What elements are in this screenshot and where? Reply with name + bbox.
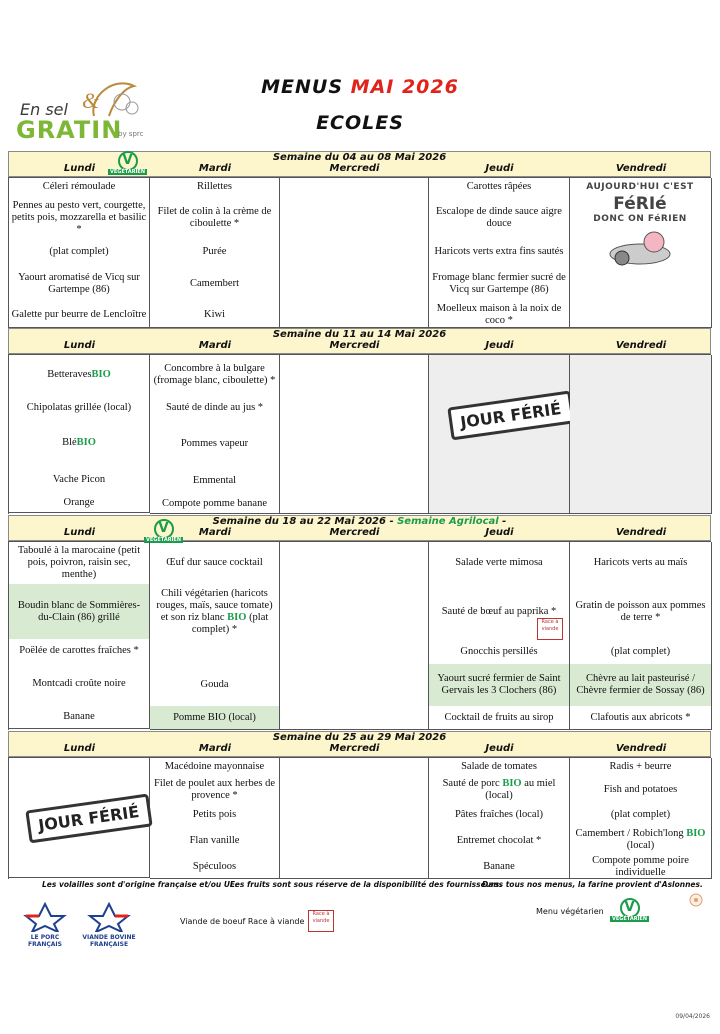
jour-ferie-sign <box>27 802 151 835</box>
note-volailles: Les volailles sont d'origine française et/ou UE. <box>42 880 238 889</box>
bio-label: BIO <box>227 612 247 623</box>
menu-item: Haricots verts au maïs <box>593 557 688 568</box>
vegetarian-label: VÉGÉTARIEN <box>110 169 146 175</box>
menu-item: Salade de tomates <box>461 761 537 772</box>
menu-item: Carottes râpées <box>466 181 532 192</box>
menu-item: Sauté de bœuf au paprika * Race à viande <box>429 584 569 640</box>
menu-item: Gouda <box>200 679 229 690</box>
viande-bovine-icon <box>86 902 132 932</box>
menu-item: Pommes vapeur <box>180 438 249 449</box>
day-lundi: Lundi <box>63 340 96 351</box>
race-a-viande-legend: Viande de boeuf Race à viande <box>180 917 305 926</box>
week-1-vendredi <box>570 178 712 328</box>
vegetarian-label: VÉGÉTARIEN <box>146 537 182 543</box>
jour-ferie-sign <box>449 399 573 432</box>
week-4-lundi <box>9 758 150 878</box>
menu-item: (plat complet) <box>610 646 671 657</box>
week-2-vendredi <box>570 355 712 514</box>
week-1-mercredi <box>280 178 429 328</box>
small-badge-icon <box>688 892 704 908</box>
menu-item: Céleri rémoulade <box>42 181 116 192</box>
week-4-mercredi <box>280 758 429 879</box>
viande-bovine-text: VIANDE BOVINE FRANÇAISE <box>82 934 136 948</box>
day-jeudi: Jeudi <box>485 340 514 351</box>
bio-label: BIO <box>76 437 96 449</box>
day-mercredi: Mercredi <box>329 340 380 351</box>
note-fruits: Les fruits sont sous réserve de la disponibilité des fournisseurs. <box>230 880 503 889</box>
day-jeudi: Jeudi <box>485 527 514 538</box>
ferie-line-1: AUJOURD'HUI C'EST <box>586 182 694 192</box>
vegetarian-icon: V <box>118 151 138 171</box>
vegetarian-icon: V <box>154 519 174 539</box>
menu-item: Œuf dur sauce cocktail <box>166 557 263 568</box>
menu-item: Gratin de poisson aux pommes de terre * <box>575 600 706 623</box>
menu-item: Taboulé à la marocaine (petit pois, poivron, raisin sec, menthe) <box>17 544 141 580</box>
day-vendredi: Vendredi <box>615 340 667 351</box>
week-1-jeudi <box>429 178 570 328</box>
menu-item: Pomme BIO (local) <box>150 706 279 729</box>
logo-text-en-sel: En sel <box>20 100 68 119</box>
menu-item <box>150 640 279 664</box>
week-4-section <box>8 731 711 879</box>
week-3-title: Semaine du 18 au 22 Mai 2026 - Semaine Agrilocal - <box>8 515 711 527</box>
day-mercredi: Mercredi <box>329 527 380 538</box>
menu-item: Chèvre au lait pasteurisé / Chèvre fermier de Sossay (86) <box>570 664 711 706</box>
week-1-grid <box>8 177 711 328</box>
bio-label: BIO <box>502 778 522 789</box>
day-jeudi: Jeudi <box>485 743 514 754</box>
menu-vegetarien-legend: Menu végétarien <box>536 907 604 916</box>
day-mardi: Mardi <box>198 340 232 351</box>
menu-item: Camembert <box>190 278 239 289</box>
menu-item: Filet de colin à la crème de ciboulette * <box>157 206 272 229</box>
menu-item: Banane <box>483 861 515 872</box>
week-2-days <box>8 340 711 354</box>
bio-label: BIO <box>686 828 706 839</box>
menu-item: Escalope de dinde sauce aigre douce <box>436 206 562 229</box>
viande-bovine-logo <box>80 902 138 948</box>
day-mardi: Mardi <box>198 743 232 754</box>
week-3-lundi <box>9 542 150 729</box>
menu-item: Filet de poulet aux herbes de provence * <box>153 778 275 801</box>
jour-ferie-text: JOUR FÉRIÉ <box>447 391 574 441</box>
week-4-jeudi <box>429 758 570 879</box>
logo-text-by: by sprc <box>118 130 144 138</box>
week-3-mardi <box>150 542 280 730</box>
document-date: 09/04/2026 <box>675 1013 710 1020</box>
menu-item: Emmental <box>192 475 237 486</box>
day-vendredi: Vendredi <box>615 163 667 174</box>
week-1-title: Semaine du 04 au 08 Mai 2026 <box>8 151 711 163</box>
race-a-viande-icon: Race à viande <box>537 618 563 640</box>
week-3-days <box>8 527 711 541</box>
page-title <box>0 76 720 98</box>
week-2-mercredi <box>280 355 429 514</box>
le-porc-francais-logo <box>18 902 72 948</box>
menu-item: Sauté de porc BIO au miel (local) <box>442 778 556 801</box>
menu-item: Entremet chocolat * <box>456 835 542 846</box>
menu-item: Fish and potatoes <box>603 784 678 795</box>
menu-item: Compote pomme banane <box>162 498 267 509</box>
week-4-mardi <box>150 758 280 879</box>
week-1-section <box>8 151 711 328</box>
menu-item: Montcadi croûte noire <box>32 678 126 690</box>
menu-item: Gnocchis persillés <box>460 646 538 657</box>
note-farine: Dans tous nos menus, la farine provient d'Aslonnes. <box>482 880 703 889</box>
title-prefix: MENUS <box>261 76 351 98</box>
week-4-title: Semaine du 25 au 29 Mai 2026 <box>8 731 711 743</box>
week-4-grid <box>8 757 711 879</box>
menu-item: Spéculoos <box>192 861 237 872</box>
day-mardi: Mardi <box>198 163 232 174</box>
week-3-section <box>8 515 711 730</box>
menu-item: Poëlée de carottes fraîches * <box>19 645 139 657</box>
porc-francais-icon <box>22 902 68 932</box>
ferie-illustration <box>572 182 708 278</box>
menu-item: Sauté de dinde au jus * <box>165 402 264 413</box>
day-mercredi: Mercredi <box>329 163 380 174</box>
menu-item: Concombre à la bulgare (fromage blanc, ciboulette) * <box>153 363 276 386</box>
menu-item: Cocktail de fruits au sirop <box>444 711 554 723</box>
menu-item: Banane <box>63 710 95 722</box>
menu-item: Boudin blanc de Sommières-du-Clain (86) grillé <box>9 584 149 640</box>
week-1-mardi <box>150 178 280 328</box>
menu-item: Orange <box>63 497 95 509</box>
sleeping-character-icon <box>600 228 680 268</box>
logo-ampersand: & <box>82 88 100 113</box>
day-lundi: Lundi <box>63 163 96 174</box>
title-month: MAI 2026 <box>350 76 459 98</box>
menu-item: Pâtes fraîches (local) <box>454 809 544 820</box>
week-3-vendredi <box>570 542 712 730</box>
week-2-jeudi <box>429 355 570 514</box>
menu-item: Chipolatas grillée (local) <box>26 401 132 413</box>
menu-item: Clafoutis aux abricots * <box>590 711 691 723</box>
menu-item: Betteraves BIO <box>47 368 111 380</box>
week-2-grid <box>8 354 711 514</box>
day-lundi: Lundi <box>63 743 96 754</box>
vegetarian-icon: V <box>620 898 640 918</box>
menu-item: Camembert / Robich'long BIO (local) <box>575 828 706 851</box>
menu-item: Fromage blanc fermier sucré de Vicq sur Gartempe (86) <box>432 272 566 295</box>
week-2-lundi <box>9 355 150 513</box>
menu-item: Rillettes <box>197 181 232 192</box>
day-lundi: Lundi <box>63 527 96 538</box>
menu-item: (plat complet) <box>610 809 671 820</box>
menu-item: Yaourt aromatisé de Vicq sur Gartempe (86) <box>18 272 140 295</box>
vegetarian-label: VÉGÉTARIEN <box>612 916 648 922</box>
menu-item: Galette pur beurre de Lencloître <box>11 309 147 320</box>
bio-label: BIO <box>91 368 111 380</box>
menu-item: (plat complet) <box>49 246 109 257</box>
menu-item: Vache Picon <box>52 474 106 486</box>
week-4-days <box>8 743 711 757</box>
menu-item: Kiwi <box>204 309 225 320</box>
menu-item: Moelleux maison à la noix de coco * <box>436 303 562 326</box>
day-vendredi: Vendredi <box>615 527 667 538</box>
menu-item: Flan vanille <box>189 835 240 846</box>
week-3-mercredi <box>280 542 429 730</box>
week-2-mardi <box>150 355 280 514</box>
week-1-lundi <box>9 178 150 328</box>
logo-text-gratin: GRATIN <box>16 116 123 144</box>
menu-item: Chili végétarien (haricots rouges, maïs, sauce tomate) et son riz blanc BIO (plat complet) * <box>156 588 273 635</box>
day-jeudi: Jeudi <box>485 163 514 174</box>
menu-item: Macédoine mayonnaise <box>164 761 265 772</box>
vegetarian-badge <box>144 519 183 543</box>
vegetarian-badge <box>108 151 147 175</box>
day-mercredi: Mercredi <box>329 743 380 754</box>
race-a-viande-icon: Race à viande <box>308 910 334 932</box>
menu-item: Yaourt sucré fermier de Saint Gervais les 3 Clochers (86) <box>429 664 569 706</box>
menu-item: Purée <box>202 246 227 257</box>
porc-francais-text: LE PORC FRANÇAIS <box>28 934 62 948</box>
menu-item: Blé BIO <box>62 437 96 449</box>
agrilocal-label: Semaine Agrilocal <box>397 516 499 527</box>
menu-item: Petits pois <box>192 809 237 820</box>
vegetarian-badge <box>610 898 649 922</box>
day-mardi: Mardi <box>198 527 232 538</box>
week-2-title: Semaine du 11 au 14 Mai 2026 <box>8 328 711 340</box>
week-4-vendredi <box>570 758 712 879</box>
week-2-section <box>8 328 711 514</box>
menu-item: Pennes au pesto vert, courgette, petits pois, mozzarella et basilic * <box>11 200 147 235</box>
menu-item: Haricots verts extra fins sautés <box>434 246 564 257</box>
menu-item: Salade verte mimosa <box>455 557 543 568</box>
page-subtitle: ECOLES <box>316 112 404 134</box>
ferie-line-3: DONC ON FéRIEN <box>593 214 687 224</box>
day-vendredi: Vendredi <box>615 743 667 754</box>
menu-item: Radis + beurre <box>609 761 672 772</box>
week-3-grid <box>8 541 711 730</box>
menu-item: Compote pomme poire individuelle <box>592 855 689 878</box>
ferie-line-2: FéRIé <box>613 194 667 214</box>
jour-ferie-text: JOUR FÉRIÉ <box>25 794 152 844</box>
week-3-jeudi <box>429 542 570 730</box>
